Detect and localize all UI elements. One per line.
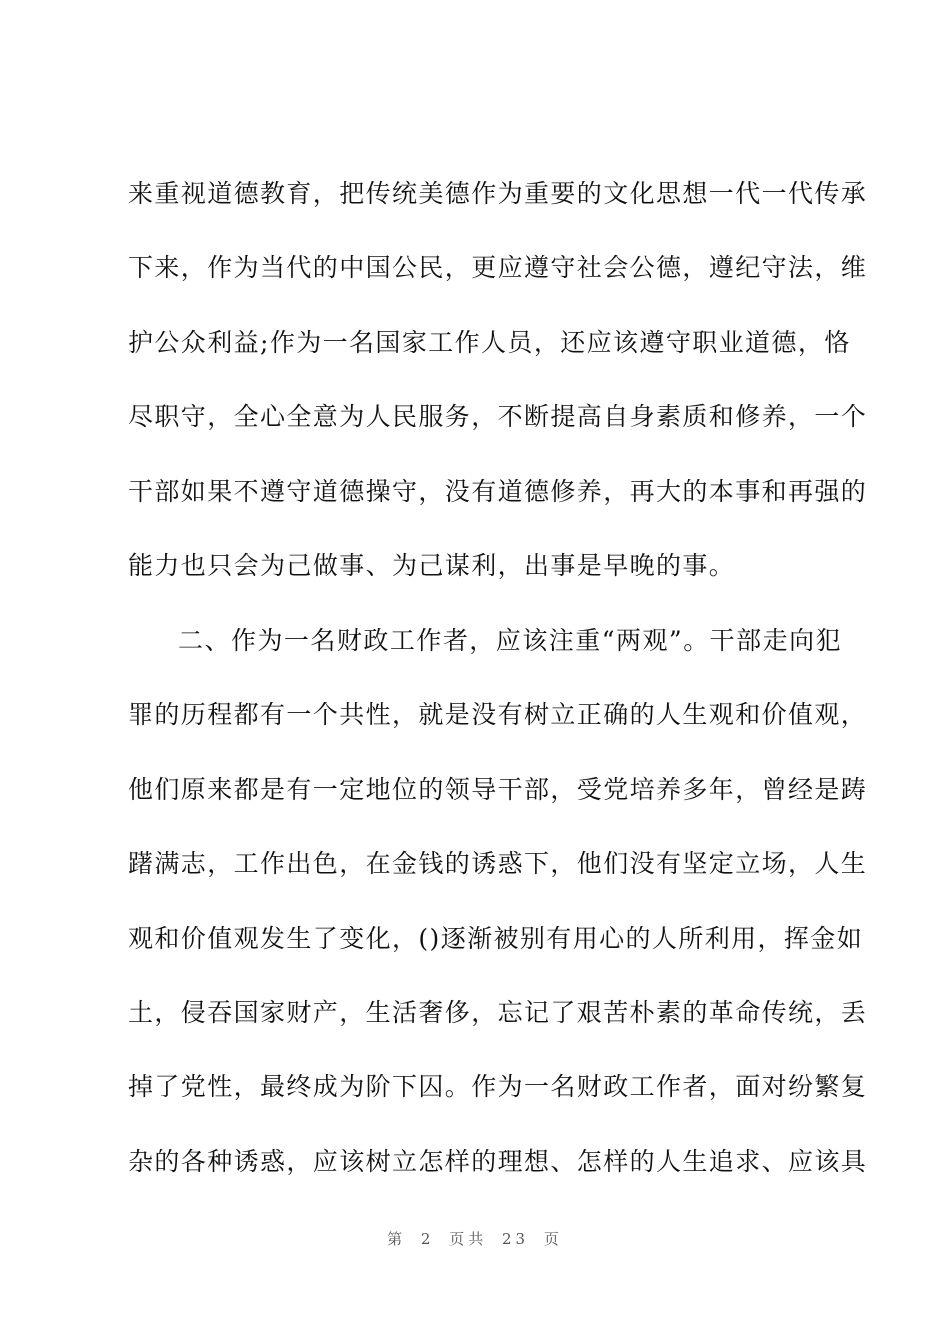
text-line: 躇满志，工作出色，在金钱的诱惑下，他们没有坚定立场，人生 — [128, 849, 868, 878]
text-line: 观和价值观发生了变化，()逐渐被别有用心的人所利用，挥金如 — [128, 924, 864, 953]
page-number-footer: 第 2 页共 23 页 — [387, 1230, 563, 1248]
text-line: 护公众利益;作为一名国家工作人员，还应该遵守职业道德，恪 — [128, 328, 851, 357]
text-line: 他们原来都是有一定地位的领导干部，受党培养多年，曾经是踌 — [128, 775, 868, 804]
text-line: 掉了党性，最终成为阶下囚。作为一名财政工作者，面对纷繁复 — [128, 1072, 868, 1101]
text-line: 干部如果不遵守道德操守，没有道德修养，再大的本事和再强的 — [128, 477, 868, 506]
text-line: 尽职守，全心全意为人民服务，不断提高自身素质和修养，一个 — [128, 402, 868, 431]
text-line: 下来，作为当代的中国公民，更应遵守社会公德，遵纪守法，维 — [128, 253, 868, 282]
text-line: 土，侵吞国家财产，生活奢侈，忘记了艰苦朴素的革命传统，丢 — [128, 998, 868, 1027]
paragraph-start-line: 二、作为一名财政工作者，应该注重“两观”。干部走向犯 — [178, 626, 842, 655]
text-line: 杂的各种诱惑，应该树立怎样的理想、怎样的人生追求、应该具 — [128, 1147, 868, 1176]
text-line: 能力也只会为己做事、为己谋利，出事是早晚的事。 — [128, 551, 736, 580]
text-line: 罪的历程都有一个共性，就是没有树立正确的人生观和价值观， — [128, 700, 868, 729]
text-line: 来重视道德教育，把传统美德作为重要的文化思想一代一代传承 — [128, 179, 868, 208]
